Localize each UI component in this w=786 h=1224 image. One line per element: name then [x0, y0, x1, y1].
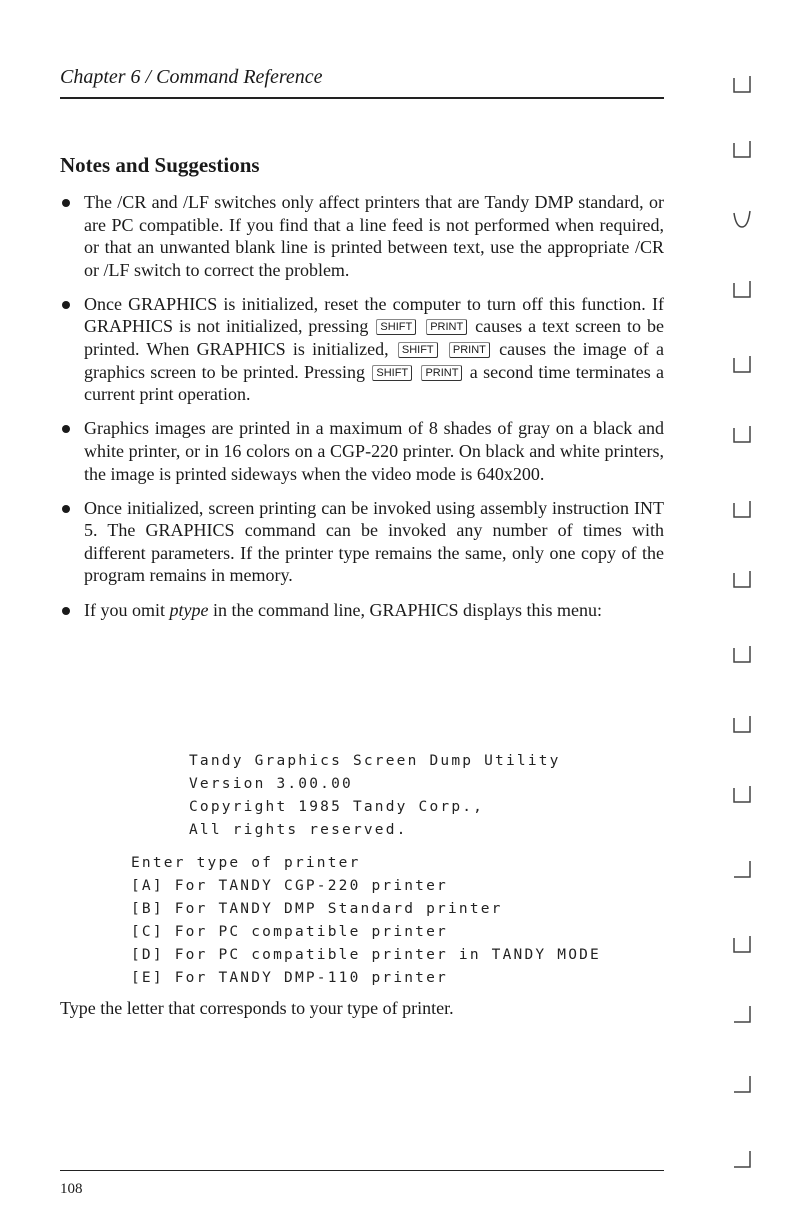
notes-list: [60, 191, 664, 633]
edge-mark-icon: [720, 1145, 760, 1173]
edge-mark-icon: [720, 135, 760, 163]
note-item-graphics-init: [60, 293, 664, 406]
menu-prompt: Enter type of printer: [131, 855, 361, 871]
menu-option: [E] For TANDY DMP-110 printer: [131, 970, 448, 986]
edge-mark-icon: [720, 70, 760, 98]
header-rule: [60, 97, 664, 99]
edge-mark-icon: [720, 640, 760, 668]
note-text-part: in the command line, GRAPHICS displays this menu:: [212, 599, 602, 620]
edge-mark-icon: [720, 495, 760, 523]
menu-banner-line: Copyright 1985 Tandy Corp.,: [189, 799, 485, 815]
menu-option: [A] For TANDY CGP-220 printer: [131, 878, 448, 894]
note-text: The /CR and /LF switches only affect printers that are Tandy DMP standard, or are PC compatible. If you find that a line feed is not performed when required, or that an unwanted blank line is printed between text, use the appropriate /CR or /LF switch to correct the problem.: [84, 192, 664, 280]
note-text: Graphics images are printed in a maximum of 8 shades of gray on a black and white printer, or in 16 colors on a CGP-220 printer. On black and white printers, the image is printed sideways when the video mode is 640x200.: [84, 418, 664, 484]
note-item-shades: [60, 417, 664, 485]
menu-option: [D] For PC compatible printer in TANDY MODE: [131, 947, 601, 963]
shift-key: SHIFT: [398, 342, 438, 358]
menu-banner-line: Tandy Graphics Screen Dump Utility: [189, 753, 561, 769]
note-item-int5: [60, 497, 664, 587]
edge-mark-icon: [720, 350, 760, 378]
bullet-icon: [62, 301, 70, 309]
note-text-part: causes a text screen to be printed. When GRAPHICS is initialized,: [84, 316, 665, 360]
edge-mark-icon: [720, 930, 760, 958]
shift-key: SHIFT: [376, 319, 416, 335]
print-key: PRINT: [426, 319, 467, 335]
note-text-part: causes the image of a graphics screen to be printed. Pressing: [84, 339, 665, 382]
note-item-cr-lf: [60, 191, 664, 281]
edge-mark-icon: [720, 1070, 760, 1098]
bullet-icon: [62, 607, 70, 615]
chapter-header: Chapter 6 / Command Reference: [60, 66, 323, 88]
note-item-ptype: [60, 599, 664, 622]
note-text-part: a second time terminates a current print operation.: [84, 361, 665, 405]
edge-mark-icon: [720, 855, 760, 883]
shift-key: SHIFT: [372, 365, 412, 381]
closing-instruction: Type the letter that corresponds to your type of printer.: [60, 998, 454, 1018]
menu-banner-line: All rights reserved.: [189, 822, 408, 838]
edge-mark-icon: [720, 1000, 760, 1028]
section-title: Notes and Suggestions: [60, 153, 260, 177]
menu-option: [B] For TANDY DMP Standard printer: [131, 901, 503, 917]
note-text: Once initialized, screen printing can be invoked using assembly instruction INT 5. The GRAPHICS command can be invoked any number of times with different parameters. If the printer type remains the same, only one copy of the program remains in memory.: [84, 497, 664, 586]
menu-option: [C] For PC compatible printer: [131, 924, 448, 940]
binding-edge-marks: [720, 0, 760, 1224]
edge-mark-icon: [720, 565, 760, 593]
note-text-part: If you omit: [84, 599, 165, 620]
edge-mark-icon: [720, 205, 760, 233]
edge-mark-icon: [720, 420, 760, 448]
edge-mark-icon: [720, 710, 760, 738]
ptype-term: ptype: [169, 599, 209, 620]
menu-banner-line: Version 3.00.00: [189, 776, 353, 792]
edge-mark-icon: [720, 275, 760, 303]
page-number: 108: [60, 1181, 83, 1197]
print-key: PRINT: [449, 342, 490, 358]
bullet-icon: [62, 199, 70, 207]
note-text-part: Once GRAPHICS is initialized, reset the computer to turn off this function. If GRAPHICS is not initialized, pressing: [84, 293, 664, 337]
bullet-icon: [62, 425, 70, 433]
bullet-icon: [62, 505, 70, 513]
edge-mark-icon: [720, 780, 760, 808]
footer-rule: [60, 1170, 664, 1171]
print-key: PRINT: [421, 365, 462, 381]
